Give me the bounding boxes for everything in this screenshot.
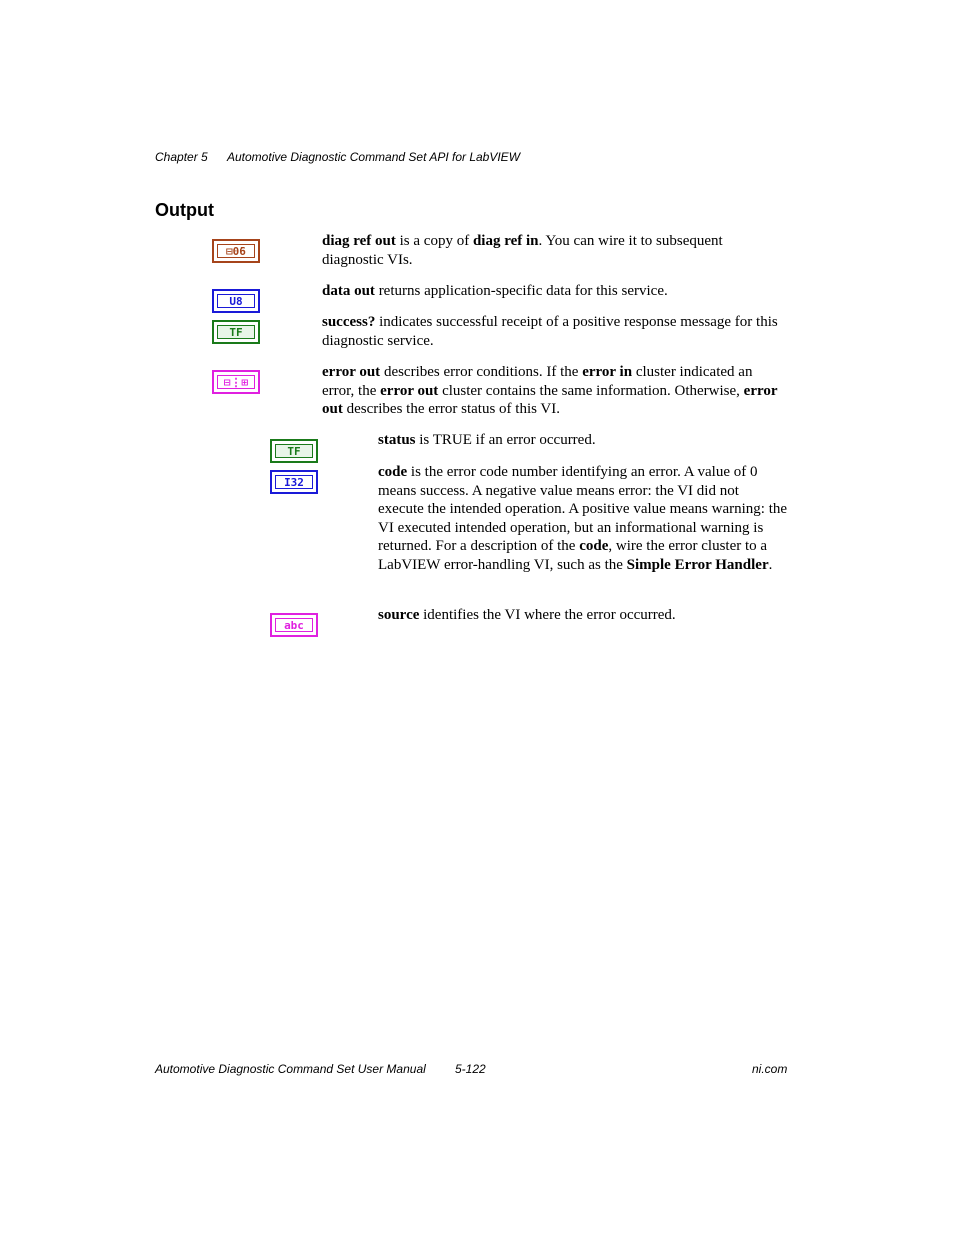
ref-icon [212, 239, 260, 263]
status-term: status [378, 432, 416, 448]
footer-manual-title: Automotive Diagnostic Command Set User Manual [155, 1062, 426, 1076]
string-icon [270, 613, 318, 637]
success-description: success? indicates successful receipt of a positive response message for this diagnostic service. [322, 314, 778, 349]
tf-icon [212, 320, 260, 344]
error-cluster-icon [212, 370, 260, 394]
ref-icon-glyph: ⊟0̄6 [217, 244, 255, 258]
data-out-term: data out [322, 283, 375, 299]
status-description: status is TRUE if an error occurred. [378, 432, 596, 448]
diag-ref-out-description: diag ref out is a copy of diag ref in. You can wire it to subsequent diagnostic VIs. [322, 233, 723, 268]
source-description: source identifies the VI where the error occurred. [378, 607, 676, 623]
footer-site-link[interactable]: ni.com [752, 1062, 788, 1076]
string-icon-glyph: abc [275, 618, 313, 632]
code-description: code is the error code number identifying an error. A value of 0 means success. A negative value means error: the VI did not execute the intended operation. A positive value means warning: the VI executed intended operation, but an informational warning is returned. For a description of the code, wire the error cluster to a LabVIEW error-handling VI, such as the Simple Error Handler. [378, 464, 788, 573]
chapter-label: Chapter 5 [155, 150, 208, 164]
u8-icon [212, 289, 260, 313]
tf-icon [270, 439, 318, 463]
error-out-term: error out [322, 364, 381, 380]
footer-page-number: 5-122 [455, 1062, 486, 1076]
data-out-description: data out returns application-specific data for this service. [322, 283, 668, 299]
section-title: Output [155, 200, 214, 220]
success-term: success? [322, 314, 376, 330]
chapter-title: Automotive Diagnostic Command Set API for LabVIEW [227, 150, 521, 164]
i32-icon-glyph: I32 [275, 475, 313, 489]
i32-icon [270, 470, 318, 494]
source-term: source [378, 607, 420, 623]
running-header [155, 150, 520, 164]
diag-ref-out-term: diag ref out [322, 233, 396, 249]
error-out-description: error out describes error conditions. If the error in cluster indicated an error, the error out cluster contains the same information. Otherwise, error out describes the error status of this VI. [322, 364, 778, 418]
tf-icon-glyph: TF [217, 325, 255, 339]
tf-icon-glyph: TF [275, 444, 313, 458]
error-cluster-icon-glyph: ⊟⋮⊞ [217, 375, 255, 389]
u8-icon-glyph: U8 [217, 294, 255, 308]
code-term: code [378, 464, 408, 480]
